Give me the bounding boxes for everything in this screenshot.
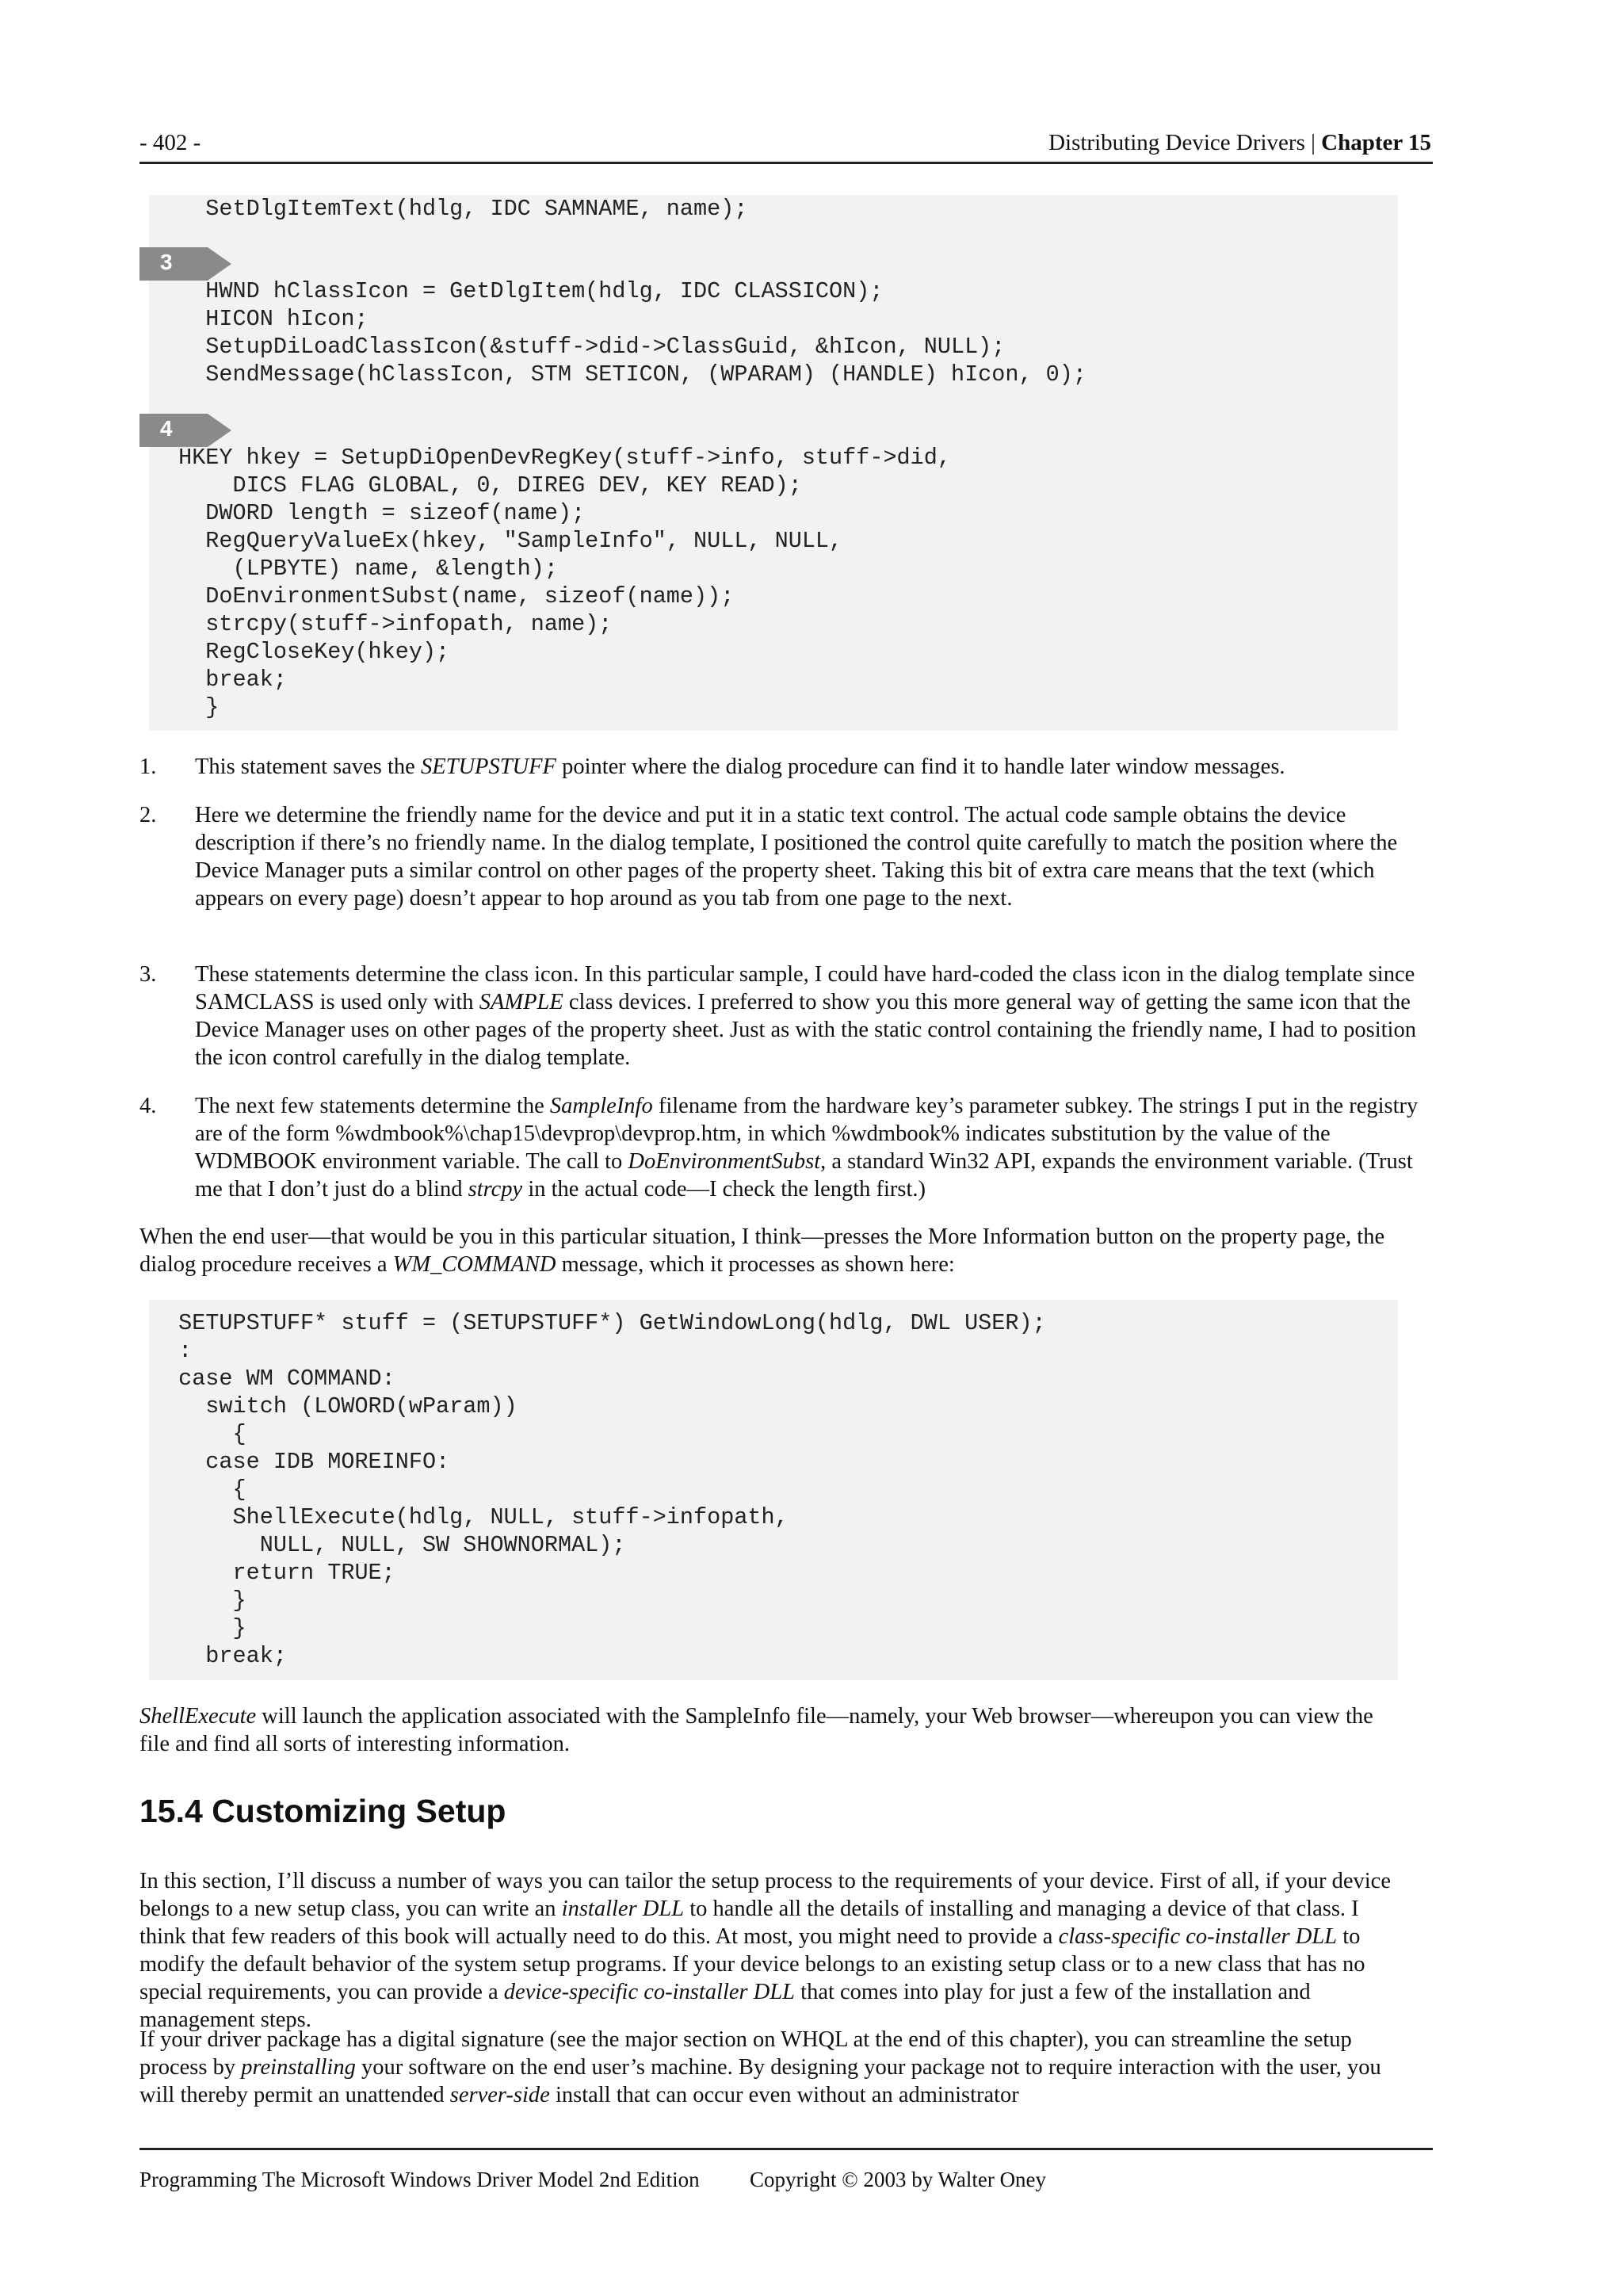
code-block-2 [149,1300,1398,1680]
footer-copyright: Copyright © 2003 by Walter Oney [750,2168,1047,2191]
paragraph-customizing-setup: In this section, I’ll discuss a number of ways you can tailor the setup process to the requirements of your device. First of all, if your device belongs to a new setup class, you can write an installer DLL to handle all the details of installing and managing a device of that class. I think that few readers of this book will actually need to do this. At most, you might need to provide a class-specific co-installer DLL to modify the default behavior of the system setup programs. If your device belongs to an existing setup class or to a new class that has no special requirements, you can provide a device-specific co-installer DLL that comes into play for just a few of the installation and management steps. [139,1869,1391,2032]
section-heading: 15.4 Customizing Setup [139,1793,506,1829]
code-wm-command: SETUPSTUFF* stuff = (SETUPSTUFF*) GetWindowLong(hdlg, DWL USER); : case WM COMMAND: switch (LOWORD(wParam)) { case IDB MOREINFO: { ShellExecute(hdlg, NULL, stuff->infopath, NULL, NULL, SW SHOWNORMAL); return TRUE; } } break; [178,1310,1046,1669]
page-number: - 402 - [139,130,201,155]
page-footer [139,2148,1433,2191]
code-block-3: HWND hClassIcon = GetDlgItem(hdlg, IDC CLASSICON); HICON hIcon; SetupDiLoadClassIcon(&stuff->did->ClassGuid, &hIcon, NULL); SendMessage(hClassIcon, STM SETICON, (WPARAM) (HANDLE) hIcon, 0); [205,278,1086,388]
callout-marker-3: 3 [139,247,231,281]
page-header [139,130,1433,164]
code-block-1 [149,195,1398,731]
paragraph-wm-command: When the end user—that would be you in this particular situation, I think—presses the More Information button on the property page, the dialog procedure receives a WM_COMMAND message, which it processes as shown here: [139,1224,1385,1277]
paragraph-digital-signature: If your driver package has a digital signature (see the major section on WHQL at the end of this chapter), you can streamline the setup process by preinstalling your software on the end user’s machine. By designing your package not to require interaction with the user, you will thereby permit an unattended server-side install that can occur even without an administrator [139,2027,1381,2107]
chapter-label: Chapter 15 [1321,130,1431,155]
marker-arrow-icon [139,414,231,447]
code-line-setdlgitemtext: SetDlgItemText(hdlg, IDC SAMNAME, name); [165,196,748,222]
code-block-4: HKEY hkey = SetupDiOpenDevRegKey(stuff->info, stuff->did, DICS FLAG GLOBAL, 0, DIREG DEV, KEY READ); DWORD length = sizeof(name); RegQueryValueEx(hkey, "SampleInfo", NULL, NULL, (LPBYTE) name, &length); DoEnvironmentSubst(name, sizeof(name)); strcpy(stuff->infopath, name); RegCloseKey(hkey); break; } [178,445,951,720]
running-title: Distributing Device Drivers | Chapter 15 [1048,130,1431,155]
marker-arrow-icon [139,247,231,281]
callout-marker-4: 4 [139,414,231,447]
footer-book-title: Programming The Microsoft Windows Driver Model 2nd Edition [139,2168,700,2191]
paragraph-shellexecute: ShellExecute will launch the application associated with the SampleInfo file—namely, your Web browser—whereupon you can view the file and find all sorts of interesting information. [139,1704,1373,1756]
